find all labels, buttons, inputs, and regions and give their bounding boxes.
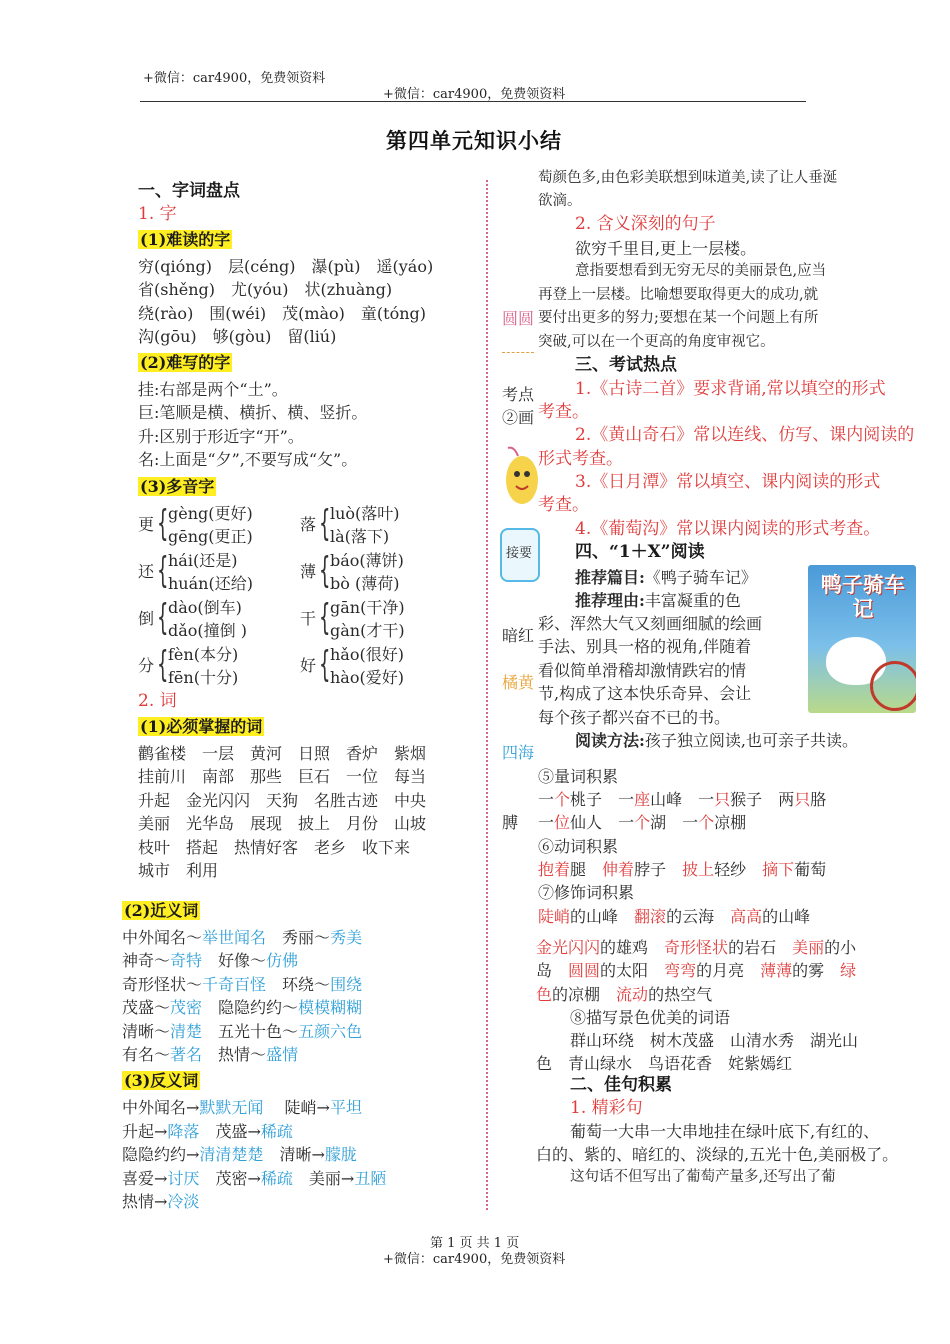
jinyi-row: 神奇～奇特 好像～仿佛 xyxy=(122,951,299,970)
fanyi-row: 中外闻名→默默无闻 陡峭→平坦 xyxy=(122,1098,362,1117)
jingse-heading: ⑧描写景色优美的词语 xyxy=(570,1008,731,1027)
duoyin-char: 薄 xyxy=(300,562,317,581)
brace-icon: { xyxy=(157,503,169,544)
fanyi-row: 热情→冷淡 xyxy=(122,1192,200,1211)
hanyi-line-2: 再登上一层楼。比喻想要取得更大的成功,就 xyxy=(538,287,819,303)
liyou-line-2: 彩、浑然大气又刻画细腻的绘画 xyxy=(538,614,763,633)
xiushi-line-2: 金光闪闪的雄鸡 奇形怪状的岩石 美丽的小 xyxy=(536,938,857,957)
redian-3b: 考查。 xyxy=(538,495,589,515)
duoyin-reading: gèng(更好) xyxy=(168,504,253,523)
side-text: 膊 xyxy=(502,813,519,832)
bixu-line-3: 升起 金光闪闪 天狗 名胜古迹 中央 xyxy=(138,791,427,810)
xiushi-heading: ⑦修饰词积累 xyxy=(538,883,635,902)
brace-icon: { xyxy=(157,644,169,685)
duoyin-char: 更 xyxy=(138,515,155,534)
jinyi-row: 清晰～清楚 五光十色～五颜六色 xyxy=(122,1022,363,1041)
duoyin-reading: dào(倒车) xyxy=(168,598,242,617)
mascot-icon xyxy=(500,442,540,512)
fanyi-row: 隐隐约约→清清楚楚 清晰→朦胧 xyxy=(122,1145,357,1164)
liyou-line-5: 节,构成了这本快乐奇异、会让 xyxy=(538,684,752,703)
section-jiaju-heading: 二、佳句积累 xyxy=(570,1075,672,1095)
jingcai-line-2: 白的、紫的、暗红的、淡绿的,五光十色,美丽极了。 xyxy=(536,1145,899,1164)
nandu-line-4: 沟(gōu) 够(gòu) 留(liú) xyxy=(138,327,337,346)
jingcai-line-1: 葡萄一大串一大串地挂在绿叶底下,有红的、 xyxy=(570,1122,880,1141)
fangfa-line: 阅读方法:孩子独立阅读,也可亲子共读。 xyxy=(575,731,859,750)
sub-ci-heading: 2. 词 xyxy=(138,691,177,711)
bixu-line-5: 枝叶 搭起 热情好客 老乡 收下来 xyxy=(138,838,411,857)
duoyin-reading: gēng(更正) xyxy=(168,527,253,546)
wheel-icon xyxy=(870,661,916,711)
duoyin-reading: fèn(本分) xyxy=(168,645,239,664)
brace-icon: { xyxy=(319,550,331,591)
duoyin-reading: gān(干净) xyxy=(330,598,405,617)
xiushi-line-4: 色的凉棚 流动的热空气 xyxy=(536,985,713,1004)
jinyi-row: 茂盛～茂密 隐隐约约～模模糊糊 xyxy=(122,998,363,1017)
redian-1a: 1.《古诗二首》要求背诵,常以填空的形式 xyxy=(575,379,886,399)
liyou-line-3: 手法、别具一格的视角,伴随着 xyxy=(538,637,752,656)
xiushi-line-3: 岛 圆圆的太阳 弯弯的月亮 薄薄的雾 绿 xyxy=(536,961,857,980)
duoyin-reading: hǎo(很好) xyxy=(330,645,404,664)
book-cover-image: 鸭子骑车记 xyxy=(808,565,916,713)
bixu-line-4: 美丽 光华岛 展现 披上 月份 山坡 xyxy=(138,814,427,833)
section-redian-heading: 三、考试热点 xyxy=(575,355,677,375)
brace-icon: { xyxy=(319,597,331,638)
duoyin-char: 分 xyxy=(138,656,155,675)
duoyin-reading: fēn(十分) xyxy=(168,668,239,687)
jingse-line-1: 群山环绕 树木茂盛 山清水秀 湖光山 xyxy=(570,1031,859,1050)
duoyin-reading: báo(薄饼) xyxy=(330,551,404,570)
duoyin-char: 好 xyxy=(300,656,317,675)
liyou-line-6: 每个孩子都兴奋不已的书。 xyxy=(538,708,731,727)
nanxie-line-3: 升:区别于形近字“开”。 xyxy=(138,427,304,446)
sub-zi-heading: 1. 字 xyxy=(138,204,177,224)
duoyin-reading: hào(爱好) xyxy=(330,668,404,687)
redian-4: 4.《葡萄沟》常以课内阅读的形式考查。 xyxy=(575,519,881,539)
hanyi-line-3: 要付出更多的努力;要想在某一个问题上有所 xyxy=(538,310,819,326)
brace-icon: { xyxy=(157,597,169,638)
side-text: 暗红 xyxy=(502,626,535,645)
tuijian-line: 推荐篇目:《鸭子骑车记》 xyxy=(575,568,757,587)
jingcai-note: 这句话不但写出了葡萄产量多,还写出了葡 xyxy=(570,1169,836,1185)
duoyin-reading: hái(还是) xyxy=(168,551,238,570)
redian-3a: 3.《日月潭》常以填空、课内阅读的形式 xyxy=(575,472,881,492)
jinyi-row: 中外闻名～举世闻名 秀丽～秀美 xyxy=(122,928,363,947)
duoyin-reading: luò(落叶) xyxy=(330,504,400,523)
page-number: 第 1 页 共 1 页 xyxy=(430,1236,520,1251)
section-zici-heading: 一、字词盘点 xyxy=(138,181,240,201)
fanyi-heading: (3)反义词 xyxy=(124,1071,199,1090)
hanyi-heading: 2. 含义深刻的句子 xyxy=(575,214,716,234)
brace-icon: { xyxy=(157,550,169,591)
bixu-line-6: 城市 利用 xyxy=(138,861,219,880)
fanyi-row: 升起→降落 茂盛→稀疏 xyxy=(122,1122,293,1141)
nandu-line-2: 省(shěng) 尤(yóu) 状(zhuàng) xyxy=(138,280,393,299)
nandu-line-3: 绕(rào) 围(wéi) 茂(mào) 童(tóng) xyxy=(138,304,426,323)
xiushi-line-1: 陡峭的山峰 翻滚的云海 高高的山峰 xyxy=(538,907,811,926)
right-top-line-1: 萄颜色多,由色彩美联想到味道美,读了让人垂涎 xyxy=(538,170,838,186)
duoyin-reading: gàn(才干) xyxy=(330,621,405,640)
jinyi-row: 有名～著名 热情～盛情 xyxy=(122,1045,299,1064)
side-divider xyxy=(502,352,534,353)
duoyin-char: 落 xyxy=(300,515,317,534)
redian-1b: 考查。 xyxy=(538,402,589,422)
duoyin-reading: dǎo(撞倒 ) xyxy=(168,621,247,640)
watermark-bottom: +微信：car4900，免费领资料 xyxy=(383,1252,566,1267)
watermark-top-center: +微信：car4900，免费领资料 xyxy=(383,87,566,102)
duoyin-reading: bò (薄荷) xyxy=(330,574,400,593)
dongci-heading: ⑥动词积累 xyxy=(538,837,619,856)
side-text: 橘黄 xyxy=(502,673,535,692)
brace-icon: { xyxy=(319,503,331,544)
column-divider xyxy=(486,180,488,1210)
jinyi-row: 奇形怪状～千奇百怪 环绕～围绕 xyxy=(122,975,363,994)
nanxie-heading: (2)难写的字 xyxy=(140,353,231,372)
bixu-heading: (1)必须掌握的词 xyxy=(140,717,263,736)
bixu-line-2: 挂前川 南部 那些 巨石 一位 每当 xyxy=(138,767,427,786)
liangci-line-2: 一位仙人 一个湖 一个凉棚 xyxy=(538,813,747,832)
liyou-line-4: 看似简单滑稽却激情跌宕的情 xyxy=(538,661,747,680)
duoyin-reading: huán(还给) xyxy=(168,574,253,593)
side-text: 圆圆 xyxy=(502,309,535,328)
liangci-heading: ⑤量词积累 xyxy=(538,767,619,786)
watermark-top-left: +微信：car4900，免费领资料 xyxy=(143,71,326,86)
side-tab: 接要 xyxy=(500,528,540,582)
side-text: ②画 xyxy=(502,408,535,427)
duoyin-char: 倒 xyxy=(138,609,155,628)
page-title: 第四单元知识小结 xyxy=(386,128,562,153)
hanyi-line-1: 意指要想看到无穷无尽的美丽景色,应当 xyxy=(575,263,827,279)
redian-2a: 2.《黄山奇石》常以连线、仿写、课内阅读的 xyxy=(575,425,915,445)
duoyin-char: 还 xyxy=(138,562,155,581)
nandu-heading: (1)难读的字 xyxy=(140,230,231,249)
liangci-line-1: 一个桃子 一座山峰 一只猴子 两只胳 xyxy=(538,790,827,809)
redian-2b: 形式考查。 xyxy=(538,449,623,469)
nandu-line-1: 穷(qióng) 层(céng) 瀑(pù) 遥(yáo) xyxy=(138,257,434,276)
duoyin-char: 干 xyxy=(300,609,317,628)
nanxie-line-4: 名:上面是“夕”,不要写成“攵”。 xyxy=(138,450,358,469)
side-text: 四海 xyxy=(502,743,535,762)
nanxie-line-1: 挂:右部是两个“土”。 xyxy=(138,380,288,399)
dongci-line: 抱着腿 伸着脖子 披上轻纱 摘下葡萄 xyxy=(538,860,827,879)
jinyi-heading: (2)近义词 xyxy=(124,901,199,920)
hanyi-quote: 欲穷千里目,更上一层楼。 xyxy=(575,239,757,258)
brace-icon: { xyxy=(319,644,331,685)
hanyi-line-4: 突破,可以在一个更高的角度审视它。 xyxy=(538,334,775,350)
header-rule xyxy=(140,101,806,102)
side-text: 考点 xyxy=(502,385,535,404)
jingcai-heading: 1. 精彩句 xyxy=(570,1098,643,1118)
liyou-line-1: 推荐理由:丰富凝重的色 xyxy=(575,591,741,610)
jingse-line-2: 色 青山绿水 鸟语花香 姹紫嫣红 xyxy=(536,1054,793,1073)
nanxie-line-2: 巨:笔顺是横、横折、横、竖折。 xyxy=(138,403,368,422)
bixu-line-1: 鹳雀楼 一层 黄河 日照 香炉 紫烟 xyxy=(138,744,427,763)
duoyin-reading: là(落下) xyxy=(330,527,390,546)
fanyi-row: 喜爱→讨厌 茂密→稀疏 美丽→丑陋 xyxy=(122,1169,387,1188)
section-reading-heading: 四、“1＋X”阅读 xyxy=(575,542,705,562)
duoyin-heading: (3)多音字 xyxy=(140,477,215,496)
right-top-line-2: 欲滴。 xyxy=(538,193,582,209)
